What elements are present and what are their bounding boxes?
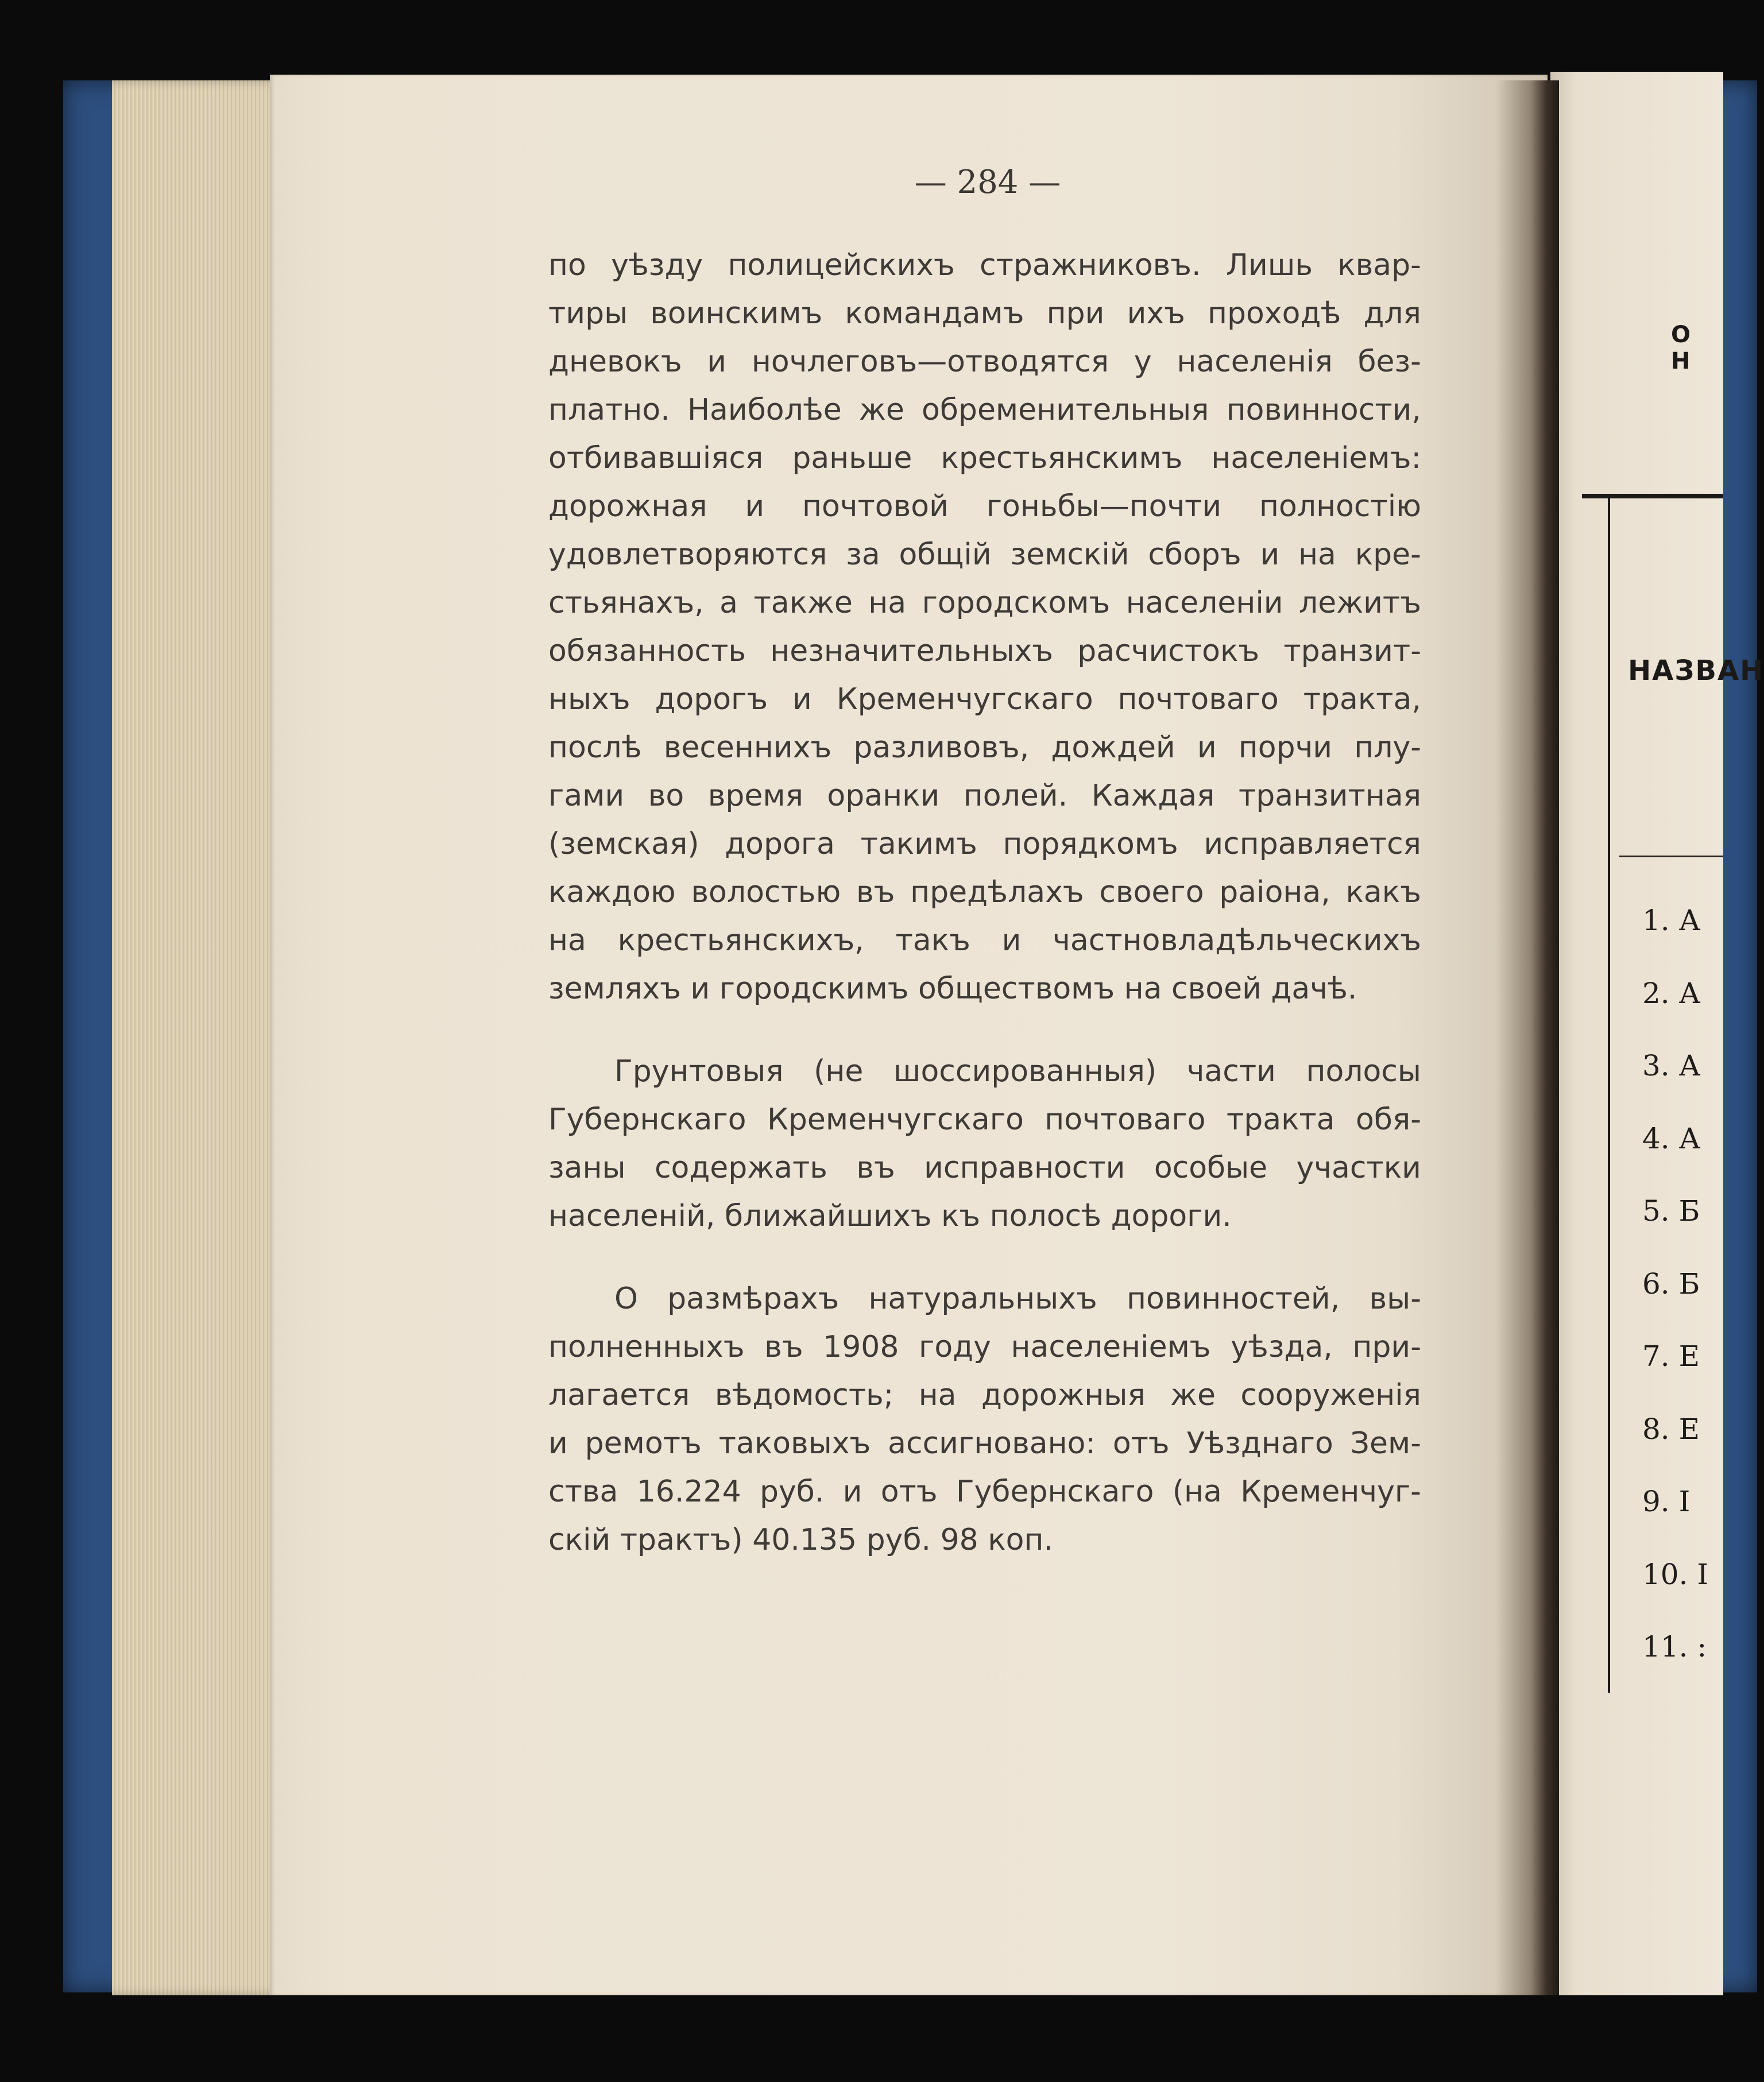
table-row: 9. І <box>1642 1485 1690 1518</box>
text-line: населеній, ближайшихъ къ полосѣ дороги. <box>548 1199 1232 1233</box>
table-row: 10. І <box>1642 1557 1709 1591</box>
text-line: каждою волостью въ предѣлахъ своего раіона, какъ <box>548 875 1421 910</box>
body-text <box>548 241 1421 1564</box>
text-line: по уѣзду полицейскихъ стражниковъ. Лишь квар- <box>548 248 1421 282</box>
text-line: скій трактъ) 40.135 руб. 98 коп. <box>548 1523 1054 1557</box>
text-line: отбивавшіяся раньше крестьянскимъ населеніемъ: <box>548 441 1421 475</box>
text-line: дорожная и почтовой гоньбы—почти полностію <box>548 489 1421 524</box>
table-row: 5. Б <box>1642 1194 1700 1228</box>
text-line: дневокъ и ночлеговъ—отводятся у населенія без- <box>548 345 1421 379</box>
text-line: заны содержать въ исправности особые участки <box>548 1151 1421 1185</box>
right-page-header: О Н <box>1671 322 1693 374</box>
paragraph-gap <box>548 1240 1421 1275</box>
text-line: ства 16.224 руб. и отъ Губернскаго (на Кременчуг- <box>548 1475 1421 1509</box>
text-line: земляхъ и городскимъ обществомъ на своей дачѣ. <box>548 972 1357 1006</box>
text-line: обязанность незначительныхъ расчистокъ транзит- <box>548 634 1421 668</box>
book-gutter <box>1496 80 1559 1995</box>
table-row: 7. Е <box>1642 1340 1700 1373</box>
text-line: Грунтовыя (не шоссированныя) части полосы <box>614 1054 1421 1089</box>
text-line: О размѣрахъ натуральныхъ повинностей, вы- <box>614 1282 1421 1316</box>
text-line: и ремотъ таковыхъ ассигновано: отъ Уѣзднаго Зем- <box>548 1426 1421 1461</box>
table-row: 8. Е <box>1642 1412 1700 1446</box>
table-top-rule <box>1582 494 1723 498</box>
text-line: полненныхъ въ 1908 году населеніемъ уѣзда, при- <box>548 1330 1421 1364</box>
table-header-rule <box>1619 856 1723 857</box>
text-line: стьянахъ, а также на городскомъ населеніи лежитъ <box>548 586 1421 620</box>
table-row: 2. А <box>1642 976 1701 1010</box>
text-line: послѣ весеннихъ разливовъ, дождей и порчи плу- <box>548 730 1421 765</box>
text-line: платно. Наиболѣе же обременительныя повинности, <box>548 393 1421 427</box>
page-stack-edge <box>112 80 284 1995</box>
table-column-heading: НАЗВАН <box>1628 655 1764 687</box>
text-line: удовлетворяются за общій земскій сборъ и на кре- <box>548 537 1421 572</box>
text-line: тиры воинскимъ командамъ при ихъ проходѣ для <box>548 296 1421 331</box>
text-line: лагается вѣдомость; на дорожныя же сооруженія <box>548 1378 1421 1412</box>
table-vertical-rule <box>1608 498 1610 1693</box>
table-row: 1. А <box>1642 904 1701 937</box>
text-line: ныхъ дорогъ и Кременчугскаго почтоваго тракта, <box>548 682 1421 717</box>
text-line: гами во время оранки полей. Каждая транзитная <box>548 779 1421 813</box>
table-row: 4. А <box>1642 1121 1701 1155</box>
text-line: (земская) дорога такимъ порядкомъ исправляется <box>548 827 1421 861</box>
table-row: 3. А <box>1642 1049 1701 1082</box>
paragraph-gap <box>548 1013 1421 1047</box>
page-number: — 284 — <box>914 164 1061 201</box>
table-row: 6. Б <box>1642 1267 1700 1301</box>
table-row-list <box>1642 884 1723 1684</box>
text-line: Губернскаго Кременчугскаго почтоваго тракта обя- <box>548 1102 1421 1137</box>
table-row: 11. : <box>1642 1630 1707 1663</box>
text-line: на крестьянскихъ, такъ и частновладѣльческихъ <box>548 923 1421 958</box>
